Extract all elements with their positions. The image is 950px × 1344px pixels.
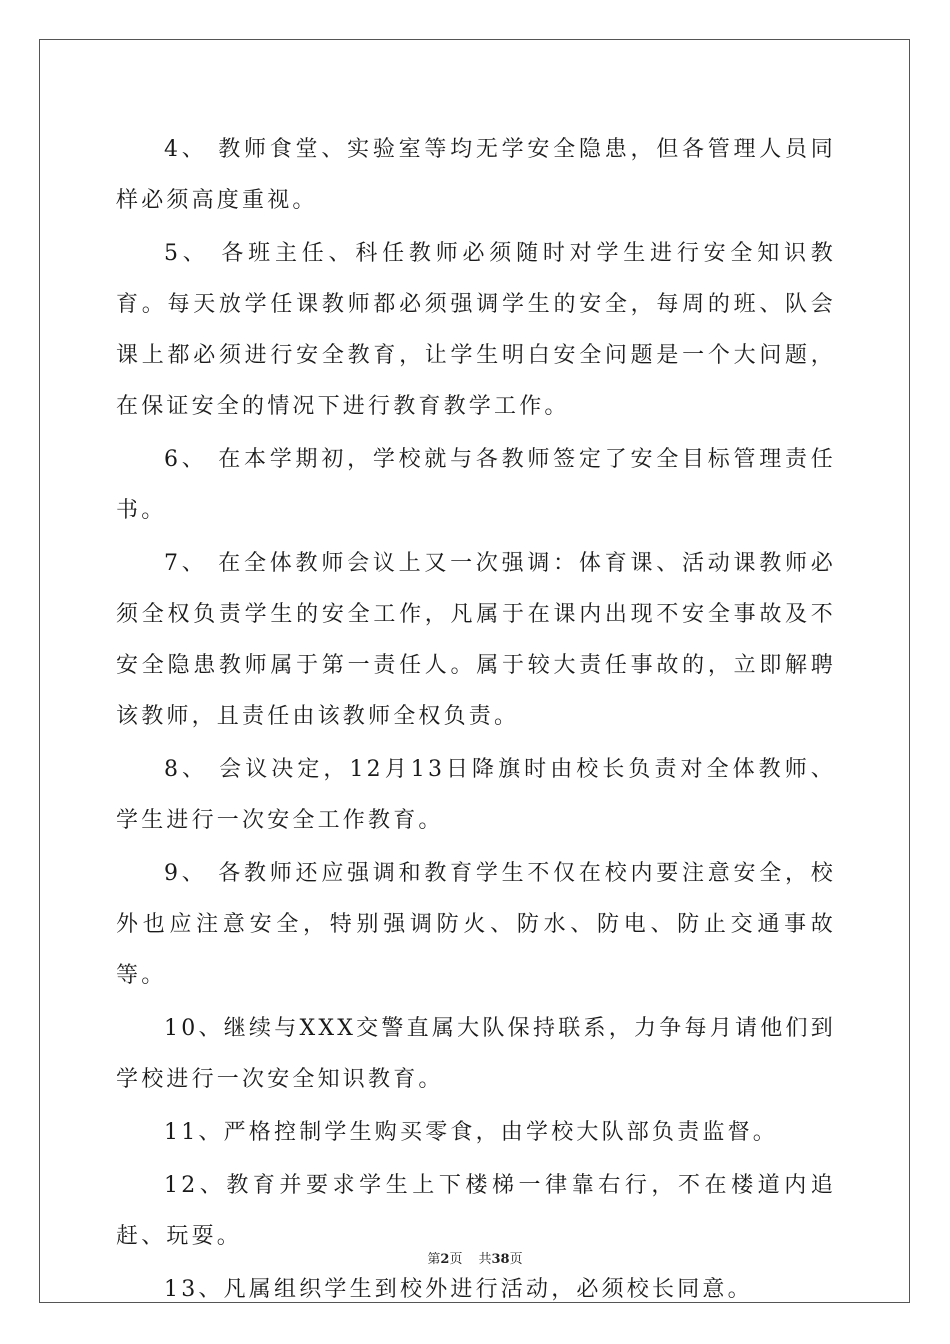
paragraph-item-7: 7、 在全体教师会议上又一次强调：体育课、活动课教师必须全权负责学生的安全工作，凡属于在课内出现不安全事故及不安全隐患教师属于第一责任人。属于较大责任事故的，立即解聘该教师，且责任由该教师全权负责。 <box>116 551 836 729</box>
paragraph-item-11: 11、严格控制学生购买零食，由学校大队部负责监督。 <box>164 1120 778 1145</box>
page-current: 2 <box>440 1252 450 1267</box>
paragraph-item-4: 4、 教师食堂、实验室等均无学安全隐患，但各管理人员同样必须高度重视。 <box>116 137 836 213</box>
paragraph-item-12: 12、教育并要求学生上下楼梯一律靠右行，不在楼道内追赶、玩耍。 <box>116 1173 836 1249</box>
paragraph-item-8: 8、 会议决定，12月13日降旗时由校长负责对全体教师、学生进行一次安全工作教育。 <box>116 757 836 833</box>
page-prefix: 第 <box>427 1252 441 1267</box>
page-footer <box>0 1248 950 1267</box>
paragraph-item-6: 6、 在本学期初，学校就与各教师签定了安全目标管理责任书。 <box>116 447 836 523</box>
paragraph-item-5: 5、 各班主任、科任教师必须随时对学生进行安全知识教育。每天放学任课教师都必须强调学生的安全，每周的班、队会课上都必须进行安全教育，让学生明白安全问题是一个大问题，在保证安全的情况下进行教育教学工作。 <box>116 241 836 419</box>
paragraph-item-10: 10、继续与XXX交警直属大队保持联系，力争每月请他们到学校进行一次安全知识教育。 <box>116 1016 836 1092</box>
total-prefix: 共 <box>478 1252 492 1267</box>
document-body <box>116 124 836 1317</box>
page-number <box>427 1252 462 1267</box>
total-suffix: 页 <box>509 1252 523 1267</box>
page-suffix: 页 <box>449 1252 463 1267</box>
page-total-count: 38 <box>491 1252 510 1267</box>
page-total <box>478 1252 522 1267</box>
paragraph-item-13: 13、凡属组织学生到校外进行活动，必须校长同意。 <box>164 1277 753 1302</box>
paragraph-item-9: 9、 各教师还应强调和教育学生不仅在校内要注意安全，校外也应注意安全，特别强调防火、防水、防电、防止交通事故等。 <box>116 861 836 988</box>
